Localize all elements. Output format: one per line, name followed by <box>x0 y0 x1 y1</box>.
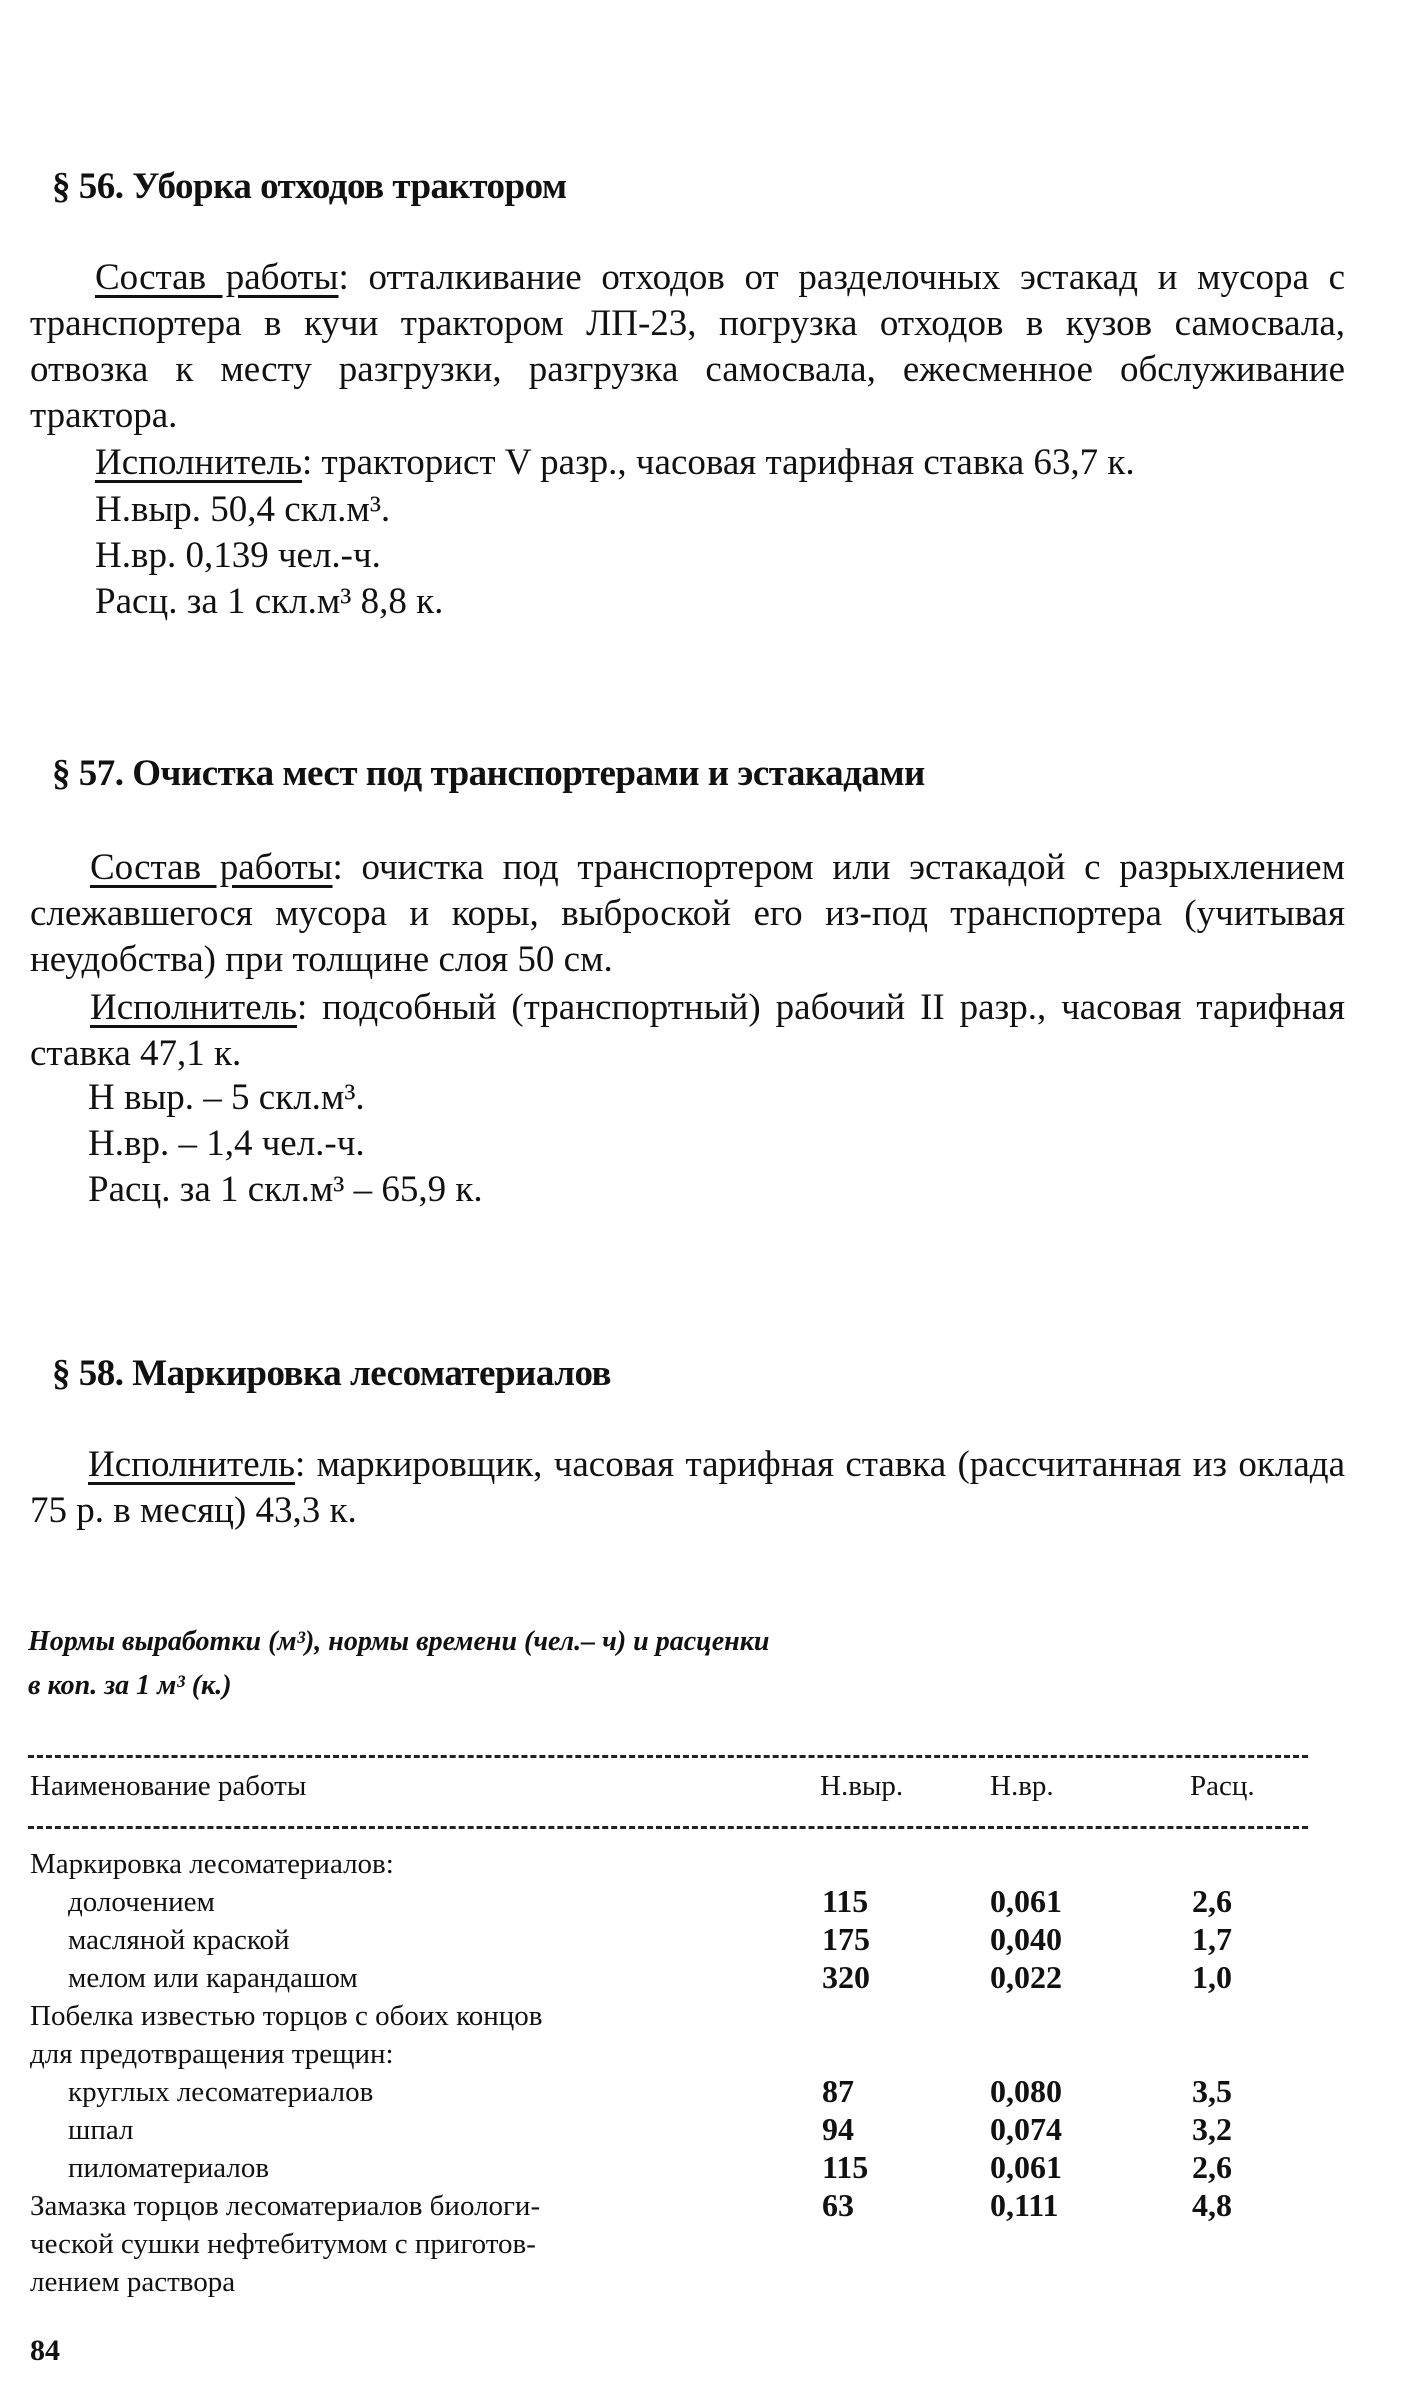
table-row-output: 175 <box>822 1921 870 1957</box>
table-row-rate: 4,8 <box>1192 2187 1232 2223</box>
table-row-name: круглых лесоматериалов <box>68 2076 374 2108</box>
table-row-output: 63 <box>822 2187 854 2223</box>
table-row-name: масляной краской <box>68 1924 290 1956</box>
section-58-performer <box>30 1442 1345 1534</box>
table-row-time: 0,040 <box>990 1921 1062 1957</box>
performer-label: Исполнитель <box>88 1444 295 1485</box>
table-row-name: ческой сушки нефтебитумом с приготов- <box>30 2228 536 2260</box>
table-row-rate: 2,6 <box>1192 2149 1232 2185</box>
section-56-norm-output: Н.выр. 50,4 скл.м³. <box>95 489 391 530</box>
table-row-name: пиломатериалов <box>68 2152 270 2184</box>
performer-text: : подсобный (транспортный) рабочий II разр., часовая тарифная ставка 47,1 к. <box>30 987 1345 1074</box>
table-row-time: 0,074 <box>990 2111 1062 2147</box>
table-row-name: лением раствора <box>30 2266 236 2298</box>
table-row-output: 320 <box>822 1959 870 1995</box>
header-rate: Расц. <box>1190 1770 1255 1802</box>
performer-text: : маркировщик, часовая тарифная ставка (рассчитанная из оклада 75 р. в месяц) 43,3 к. <box>30 1444 1345 1531</box>
performer-label: Исполнитель <box>90 987 297 1028</box>
composition-label: Состав работы <box>95 257 339 298</box>
composition-text: : отталкивание отходов от разделочных эстакад и мусора с транспортера в кучи трактором ЛП-23, погрузка отходов в кузов самосвала, отвозка к месту разгрузки, разгрузка самосвала, ежесменное обслуживание трактора. <box>30 257 1345 436</box>
table-row-name: Маркировка лесоматериалов: <box>30 1848 394 1880</box>
table-row-time: 0,022 <box>990 1959 1062 1995</box>
performer-label: Исполнитель <box>95 442 302 483</box>
table-row-name: мелом или карандашом <box>68 1962 358 1994</box>
section-56-norm-time: Н.вр. 0,139 чел.-ч. <box>95 535 381 576</box>
page-number: 84 <box>30 2334 60 2367</box>
composition-text: : очистка под транспортером или эстакадой с разрыхлением слежавшегося мусора и коры, выброской его из-под транспортера (учитывая неудобства) при толщине слоя 50 см. <box>30 847 1346 980</box>
table-row-output: 115 <box>822 2149 869 2185</box>
table-row-name: для предотвращения трещин: <box>30 2038 394 2070</box>
table-row-time: 0,080 <box>990 2073 1062 2109</box>
section-56-rate: Расц. за 1 скл.м³ 8,8 к. <box>95 581 444 622</box>
section-56-title: § 56. Уборка отходов трактором <box>52 166 567 207</box>
header-time: Н.вр. <box>990 1770 1054 1802</box>
section-57-title: § 57. Очистка мест под транспортерами и эстакадами <box>52 753 925 794</box>
table-row-name: долочением <box>68 1886 215 1918</box>
table-row-rate: 3,2 <box>1192 2111 1232 2147</box>
table-top-rule <box>28 1755 1308 1758</box>
table-caption <box>28 1620 769 1708</box>
table-row-name: Замазка торцов лесоматериалов биологи- <box>30 2190 541 2222</box>
table-row-name: шпал <box>68 2114 134 2146</box>
table-row-output: 94 <box>822 2111 854 2147</box>
table-row-output: 87 <box>822 2073 854 2109</box>
section-57-rate: Расц. за 1 скл.м³ – 65,9 к. <box>88 1169 483 1210</box>
table-row-name: Побелка известью торцов с обоих концов <box>30 2000 543 2032</box>
table-row-time: 0,061 <box>990 2149 1062 2185</box>
table-row-time: 0,061 <box>990 1883 1062 1919</box>
table-caption-line2: в коп. за 1 м³ (к.) <box>28 1670 232 1701</box>
section-57-composition <box>30 845 1345 983</box>
table-row-rate: 1,0 <box>1192 1959 1232 1995</box>
section-56-composition <box>30 255 1345 439</box>
table-row-rate: 2,6 <box>1192 1883 1232 1919</box>
section-56-performer <box>30 440 1345 486</box>
section-57-norm-output: Н выр. – 5 скл.м³. <box>88 1077 365 1118</box>
section-58-title: § 58. Маркировка лесоматериалов <box>52 1353 612 1394</box>
table-caption-line1: Нормы выработки (м³), нормы времени (чел.– ч) и расценки <box>28 1626 770 1657</box>
section-57-performer <box>30 985 1345 1077</box>
header-name: Наименование работы <box>30 1770 307 1802</box>
table-row-rate: 1,7 <box>1192 1921 1232 1957</box>
performer-text: : тракторист V разр., часовая тарифная ставка 63,7 к. <box>301 442 1135 483</box>
table-row-rate: 3,5 <box>1192 2073 1232 2109</box>
table-header-rule <box>28 1826 1308 1829</box>
table-row-output: 115 <box>822 1883 869 1919</box>
composition-label: Состав работы <box>90 847 333 888</box>
section-57-norm-time: Н.вр. – 1,4 чел.-ч. <box>88 1123 365 1164</box>
table-row-time: 0,111 <box>990 2187 1059 2223</box>
header-output: Н.выр. <box>820 1770 904 1802</box>
